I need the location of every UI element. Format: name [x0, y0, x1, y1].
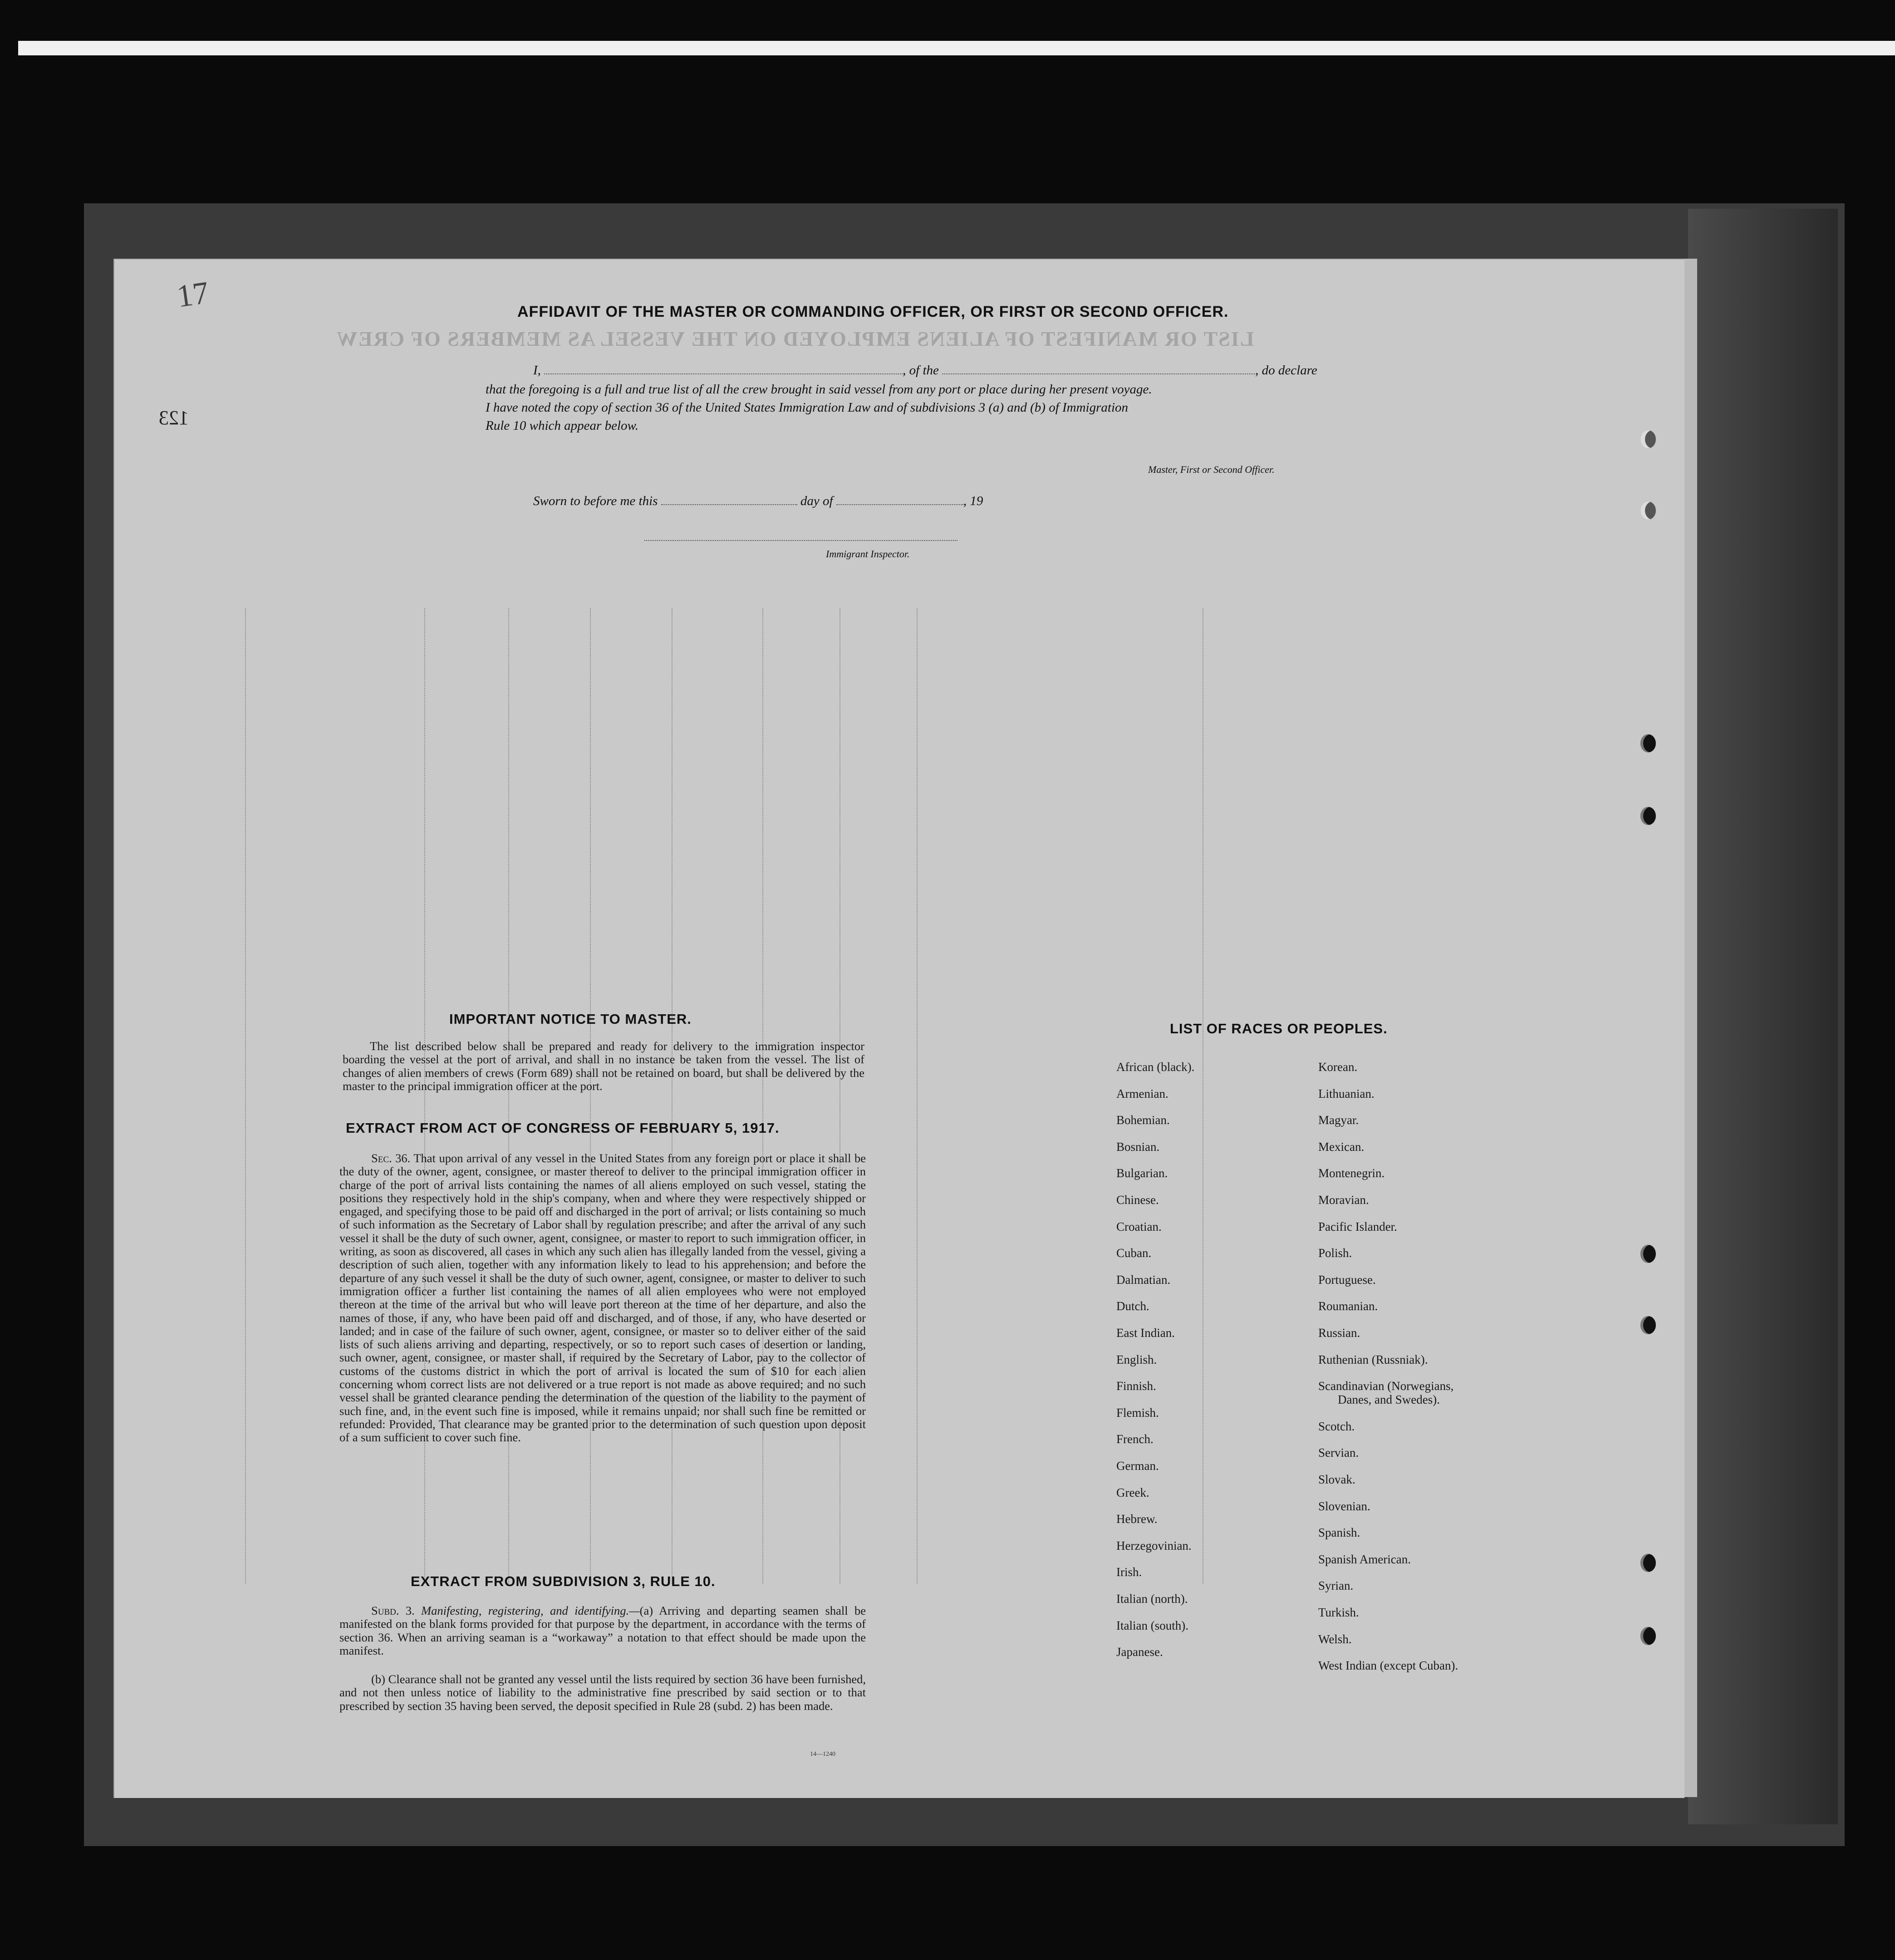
- year-text: , 19: [963, 494, 983, 508]
- subdivision-a-body: (a) Arriving and departing seamen shall be manifested on the blank forms provided for that purpose by the department, in accordance with the terms of section 36. When an arriving seaman is a “workaway” a notation to that effect should be made upon the manifest.: [339, 1604, 866, 1657]
- race-item: Hebrew.: [1116, 1512, 1158, 1526]
- bleed-through-header: LIST OR MANIFEST OF ALIENS EMPLOYED ON THE VESSEL AS MEMBERS OF CREW: [336, 327, 1254, 350]
- race-item: English.: [1116, 1352, 1157, 1366]
- extract-rule-title: EXTRACT FROM SUBDIVISION 3, RULE 10.: [411, 1573, 716, 1589]
- column-rule: [245, 608, 246, 1584]
- affidavit-do-declare: , do declare: [1255, 363, 1317, 378]
- punch-hole: [1640, 501, 1656, 520]
- race-item: Spanish.: [1318, 1526, 1360, 1540]
- month-blank: [836, 504, 963, 505]
- punch-hole: [1640, 1245, 1656, 1263]
- race-item: Scandinavian (Norwegians,: [1318, 1379, 1454, 1393]
- race-item: Danes, and Swedes).: [1338, 1393, 1440, 1407]
- extract-act-title: EXTRACT FROM ACT OF CONGRESS OF FEBRUARY 5, 1917.: [346, 1120, 780, 1136]
- sworn-line: [533, 494, 983, 509]
- race-item: German.: [1116, 1459, 1159, 1473]
- subdivision-3a-text: [339, 1604, 866, 1657]
- race-item: Mexican.: [1318, 1140, 1365, 1154]
- race-item: Russian.: [1318, 1326, 1360, 1340]
- scan-frame-edge: [1688, 209, 1838, 1824]
- column-rule: [917, 608, 918, 1584]
- race-item: Dalmatian.: [1116, 1272, 1171, 1287]
- affidavit-line-3: I have noted the copy of section 36 of the United States Immigration Law and of subdivisions 3 (a) and (b) of Immigration: [486, 400, 1129, 415]
- section-body: That upon arrival of any vessel in the United States from any foreign port or place it shall be the duty of the owner, agent, consignee, or master thereof to deliver to the principal immigration officer in charge of the port of arrival lists containing the names of all aliens employed on such vessel, stating the positions they respectively hold in the ship's company, when and where they were respectively shipped or engaged, and specifying those to be paid off and discharged in the port of arrival; or lists containing so much of such information as the Secretary of Labor shall by regulation prescribe; and after the arrival of any such vessel it shall be the duty of such owner, agent, consignee, or master to report to such immigration officer, in writing, as soon as discovered, all cases in which any such alien has illegally landed from the vessel, giving a description of such alien, together with any information likely to lead to his apprehension; and before the departure of any such vessel it shall be the duty of such owner, agent, consignee, or master to deliver to such immigration officer a further list containing the names of all alien employees who were not employed thereon at the time of the arrival but who will leave port thereon at the time of her departure, and also the names of those, if any, who have been paid off and discharged, and of those, if any, who have deserted or landed; and in case of the failure of such owner, agent, consignee, or master so to deliver either of the said lists of such aliens arriving and departing, respectively, or so to report such cases of desertion or landing, such owner, agent, consignee, or master shall, if required by the Secretary of Labor, pay to the collector of customs of the customs district in which the port of arrival is located the sum of $10 for each alien concerning whom correct lists are not delivered or a true report is not made as above required; and no such vessel shall be granted clearance pending the determination of the question of the liability to the payment of such fine, and, in the event such fine is imposed, while it remains unpaid; nor shall such fine be remitted or refunded: Provided, That clearance may be granted prior to the determination of such question upon deposit of a sum sufficient to cover such fine.: [339, 1151, 866, 1444]
- inspector-signature-blank: [644, 540, 957, 541]
- race-item: Croatian.: [1116, 1219, 1162, 1233]
- race-item: Polish.: [1318, 1246, 1352, 1260]
- affidavit-declaration-line: [533, 363, 1317, 378]
- races-title: LIST OF RACES OR PEOPLES.: [1170, 1021, 1388, 1036]
- race-item: Bulgarian.: [1116, 1166, 1168, 1180]
- race-item: Herzegovinian.: [1116, 1538, 1192, 1552]
- margin-stamp-number: 123: [159, 407, 189, 429]
- affidavit-line-4: Rule 10 which appear below.: [486, 418, 638, 433]
- punch-hole: [1640, 807, 1656, 825]
- race-item: Lithuanian.: [1318, 1086, 1375, 1100]
- sworn-text: Sworn to before me this: [533, 494, 658, 508]
- vessel-blank: [942, 373, 1255, 374]
- notice-title: IMPORTANT NOTICE TO MASTER.: [449, 1011, 692, 1027]
- race-item: Moravian.: [1318, 1193, 1369, 1207]
- subdivision-b-body: (b) Clearance shall not be granted any vessel until the lists required by section 36 have been furnished, and not then unless notice of liability to the administrative fine prescribed by said section or to that prescribed by section 35 having been served, the deposit specified in Rule 28 (subd. 2) has been made.: [339, 1672, 866, 1713]
- race-item: Ruthenian (Russniak).: [1318, 1352, 1428, 1366]
- race-item: French.: [1116, 1432, 1154, 1446]
- race-item: Turkish.: [1318, 1606, 1359, 1619]
- race-item: Syrian.: [1318, 1579, 1354, 1593]
- race-item: East Indian.: [1116, 1326, 1175, 1340]
- race-item: Montenegrin.: [1318, 1166, 1385, 1180]
- document-page: [113, 259, 1684, 1798]
- affidavit-line-2: that the foregoing is a full and true list of all the crew brought in said vessel from any port or place during her present voyage.: [486, 382, 1152, 397]
- race-item: Spanish American.: [1318, 1552, 1411, 1566]
- subdivision-heading: Manifesting, registering, and identifying.—: [421, 1604, 640, 1617]
- race-item: Portuguese.: [1318, 1272, 1376, 1287]
- day-blank: [661, 504, 797, 505]
- margin-handwritten-number: 17: [174, 275, 211, 314]
- race-item: West Indian (except Cuban).: [1318, 1659, 1458, 1673]
- subdivision-label: Subd. 3.: [371, 1604, 415, 1617]
- master-signature-label: Master, First or Second Officer.: [1148, 464, 1275, 475]
- race-item: Bosnian.: [1116, 1140, 1160, 1154]
- affidavit-of-the: , of the: [903, 363, 939, 378]
- section-36-text: [339, 1152, 866, 1444]
- race-item: Welsh.: [1318, 1632, 1352, 1646]
- race-item: Italian (south).: [1116, 1618, 1188, 1632]
- subdivision-3b-text: [339, 1673, 866, 1713]
- notice-text: The list described below shall be prepared and ready for delivery to the immigration inspector boarding the vessel at the port of arrival, and shall in no instance be taken from the vessel. The list of changes of alien members of crews (Form 689) shall not be retained on board, but shall be delivered by the master to the principal immigration officer at the port.: [343, 1039, 864, 1093]
- punch-hole: [1640, 1627, 1656, 1645]
- day-of-text: day of: [800, 494, 833, 508]
- race-item: African (black).: [1116, 1060, 1195, 1074]
- race-item: Japanese.: [1116, 1645, 1163, 1659]
- inspector-signature-label: Immigrant Inspector.: [826, 548, 910, 560]
- race-item: Armenian.: [1116, 1086, 1168, 1100]
- race-item: Dutch.: [1116, 1299, 1149, 1313]
- section-label: Sec. 36.: [371, 1151, 411, 1165]
- race-item: Flemish.: [1116, 1405, 1159, 1420]
- race-item: Bohemian.: [1116, 1113, 1170, 1127]
- race-item: Chinese.: [1116, 1193, 1159, 1207]
- race-item: Servian.: [1318, 1446, 1359, 1460]
- race-item: Scotch.: [1318, 1419, 1355, 1433]
- punch-hole: [1640, 1316, 1656, 1334]
- race-item: Italian (north).: [1116, 1592, 1188, 1606]
- punch-hole: [1640, 430, 1656, 448]
- race-item: Greek.: [1116, 1485, 1149, 1499]
- race-item: Roumanian.: [1318, 1299, 1378, 1313]
- race-item: Irish.: [1116, 1565, 1142, 1579]
- affidavit-i: I,: [533, 363, 541, 378]
- race-item: Slovenian.: [1318, 1499, 1370, 1513]
- race-item: Korean.: [1318, 1060, 1358, 1074]
- scan-top-strip: [18, 41, 1895, 55]
- race-item: Finnish.: [1116, 1379, 1156, 1393]
- race-item: Slovak.: [1318, 1473, 1355, 1486]
- race-item: Pacific Islander.: [1318, 1219, 1397, 1233]
- punch-hole: [1640, 1554, 1656, 1572]
- affidavit-title: AFFIDAVIT OF THE MASTER OR COMMANDING OFFICER, OR FIRST OR SECOND OFFICER.: [517, 303, 1229, 320]
- race-item: Magyar.: [1318, 1113, 1359, 1127]
- form-number: 14—1240: [810, 1751, 835, 1758]
- race-item: Cuban.: [1116, 1246, 1152, 1260]
- name-blank: [544, 373, 903, 374]
- punch-hole: [1640, 734, 1656, 752]
